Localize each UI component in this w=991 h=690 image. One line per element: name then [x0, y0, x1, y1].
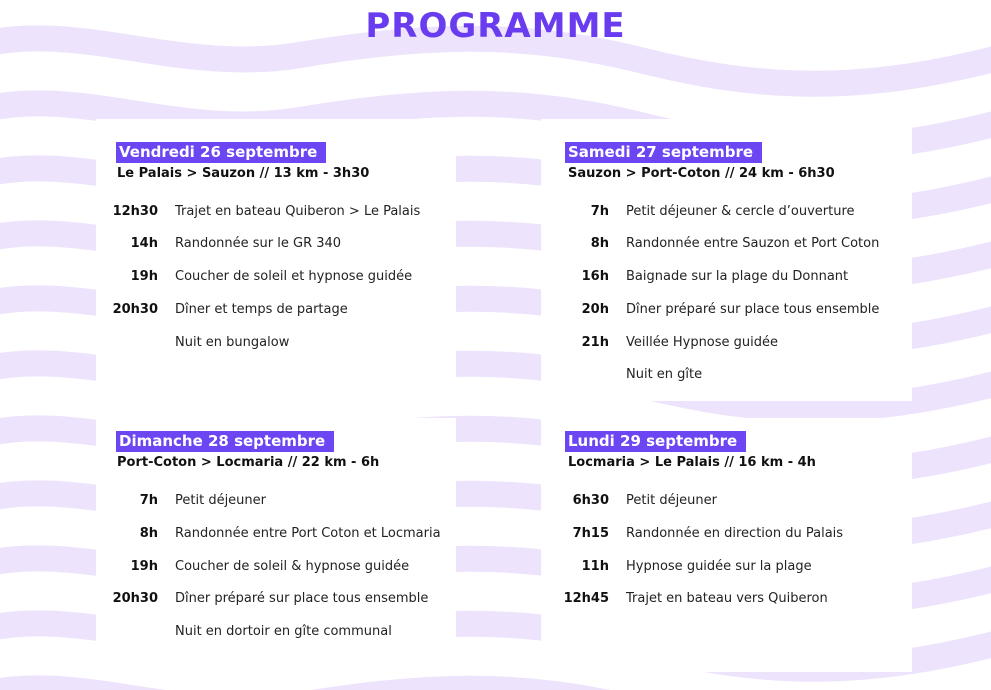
event-time: 20h30	[112, 302, 158, 317]
list-item	[559, 491, 909, 511]
event-description: Coucher de soleil et hypnose guidée	[175, 269, 413, 284]
list-item	[559, 333, 909, 353]
event-description: Randonnée entre Sauzon et Port Coton	[626, 236, 880, 251]
event-description: Baignade sur la plage du Donnant	[626, 269, 849, 284]
day-route: Le Palais > Sauzon // 13 km - 3h30	[117, 166, 370, 181]
event-description: Nuit en dortoir en gîte communal	[175, 624, 392, 639]
event-time: 7h15	[572, 526, 609, 541]
list-item	[559, 234, 909, 254]
event-time: 12h45	[563, 591, 609, 606]
event-description: Nuit en gîte	[626, 367, 703, 382]
event-description: Randonnée sur le GR 340	[175, 236, 342, 251]
list-item	[108, 524, 448, 544]
event-time: 8h	[139, 526, 158, 541]
day-title: Dimanche 28 septembre	[116, 431, 334, 452]
day-title: Samedi 27 septembre	[565, 142, 762, 163]
event-time: 16h	[581, 269, 609, 284]
day-card-vendredi	[96, 119, 456, 401]
event-description: Petit déjeuner & cercle d’ouverture	[626, 204, 855, 219]
event-description: Randonnée en direction du Palais	[626, 526, 844, 541]
event-description: Nuit en bungalow	[175, 335, 290, 350]
list-item	[559, 365, 909, 385]
day-card-samedi	[541, 119, 912, 401]
event-time: 7h	[139, 493, 158, 508]
event-time: 21h	[581, 335, 609, 350]
day-card-lundi	[541, 418, 912, 672]
day-route: Locmaria > Le Palais // 16 km - 4h	[568, 455, 816, 470]
event-description: Randonnée entre Port Coton et Locmaria	[175, 526, 441, 541]
event-time: 6h30	[572, 493, 609, 508]
event-description: Dîner préparé sur place tous ensemble	[626, 302, 880, 317]
list-item	[559, 524, 909, 544]
day-title: Lundi 29 septembre	[565, 431, 746, 452]
event-time: 12h30	[112, 204, 158, 219]
event-description: Trajet en bateau vers Quiberon	[626, 591, 828, 606]
list-item	[559, 589, 909, 609]
list-item	[108, 491, 448, 511]
list-item	[108, 589, 448, 609]
day-route: Port-Coton > Locmaria // 22 km - 6h	[117, 455, 380, 470]
list-item	[559, 557, 909, 577]
event-time: 20h	[581, 302, 609, 317]
event-description: Hypnose guidée sur la plage	[626, 559, 812, 574]
event-time: 19h	[130, 559, 158, 574]
event-description: Dîner préparé sur place tous ensemble	[175, 591, 429, 606]
event-time: 8h	[590, 236, 609, 251]
event-time: 7h	[590, 204, 609, 219]
list-item	[108, 234, 448, 254]
list-item	[559, 267, 909, 287]
event-time: 14h	[130, 236, 158, 251]
event-time: 19h	[130, 269, 158, 284]
list-item	[108, 333, 448, 353]
event-time: 11h	[581, 559, 609, 574]
list-item	[559, 202, 909, 222]
event-description: Petit déjeuner	[175, 493, 266, 508]
event-description: Coucher de soleil & hypnose guidée	[175, 559, 410, 574]
day-route: Sauzon > Port-Coton // 24 km - 6h30	[568, 166, 835, 181]
list-item	[108, 267, 448, 287]
list-item	[108, 557, 448, 577]
page-title: PROGRAMME	[365, 6, 626, 46]
event-description: Dîner et temps de partage	[175, 302, 348, 317]
list-item	[108, 202, 448, 222]
event-time: 20h30	[112, 591, 158, 606]
event-description: Petit déjeuner	[626, 493, 717, 508]
list-item	[108, 622, 448, 642]
event-description: Trajet en bateau Quiberon > Le Palais	[175, 204, 421, 219]
event-description: Veillée Hypnose guidée	[626, 335, 779, 350]
day-title: Vendredi 26 septembre	[116, 142, 326, 163]
list-item	[108, 300, 448, 320]
list-item	[559, 300, 909, 320]
day-card-dimanche	[96, 418, 456, 668]
